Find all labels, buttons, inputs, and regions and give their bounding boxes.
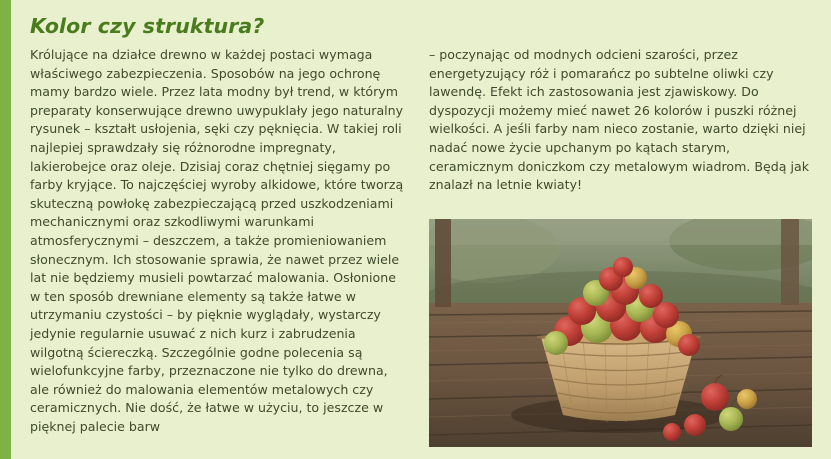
article-column-right — [429, 46, 812, 195]
article-body-right: – poczynając od modnych odcieni szarości, przez energetyzujący róż i pomarańcz po subtelne oliwki czy lawendę. Efekt ich zastosowania jest zjawiskowy. Do dyspozycji możemy mieć nawet 26 kolorów i puszki różnej wielkości. A jeśli farby nam nieco zostanie, warto dzięki niej nadać nowe życie upchanym po kątach starym, ceramicznym doniczkom czy metalowym wiadrom. Będą jak znalazł na letnie kwiaty! — [429, 47, 810, 193]
article-body-left: Królujące na działce drewno w każdej postaci wymaga właściwego zabezpieczenia. Sposobów na jego ochronę mamy bardzo wiele. Przez lata modny był trend, w którym preparaty konserwujące drewno uwypuklały jego naturalny rysunek – kształt usłojenia, sęki czy pęknięcia. W takiej roli najlepiej sprawdzały się różnorodne impregnaty, lakierobejce oraz oleje. Dzisiaj coraz chętniej sięgamy po farby kryjące. To najczęściej wyroby alkidowe, które tworzą skuteczną powłokę zabezpieczającą przed uszkodzeniami mechanicznymi oraz szkodliwymi warunkami atmosferycznymi – deszczem, a także promieniowaniem słonecznym. Ich stosowanie sprawia, że nawet przez wiele lat nie będziemy musieli powtarzać malowania. Osłonione w ten sposób drewniane elementy są także łatwe w utrzymaniu czystości – by pięknie wyglądały, wystarczy jedynie regularnie usuwać z nich kurz i zabrudzenia wilgotną ściereczką. Szczególnie godne polecenia są wielofunkcyjne farby, przeznaczone nie tylko do drewna, ale również do malowania elementów metalowych czy ceramicznych. Nie dość, że łatwe w użyciu, to jeszcze w pięknej palecie barw — [30, 47, 404, 434]
article-column-left — [30, 46, 405, 436]
left-accent-bar — [0, 0, 11, 459]
page-title: Kolor czy struktura? — [30, 14, 265, 38]
article-content — [11, 0, 831, 459]
apples-basket-photo — [429, 219, 812, 447]
